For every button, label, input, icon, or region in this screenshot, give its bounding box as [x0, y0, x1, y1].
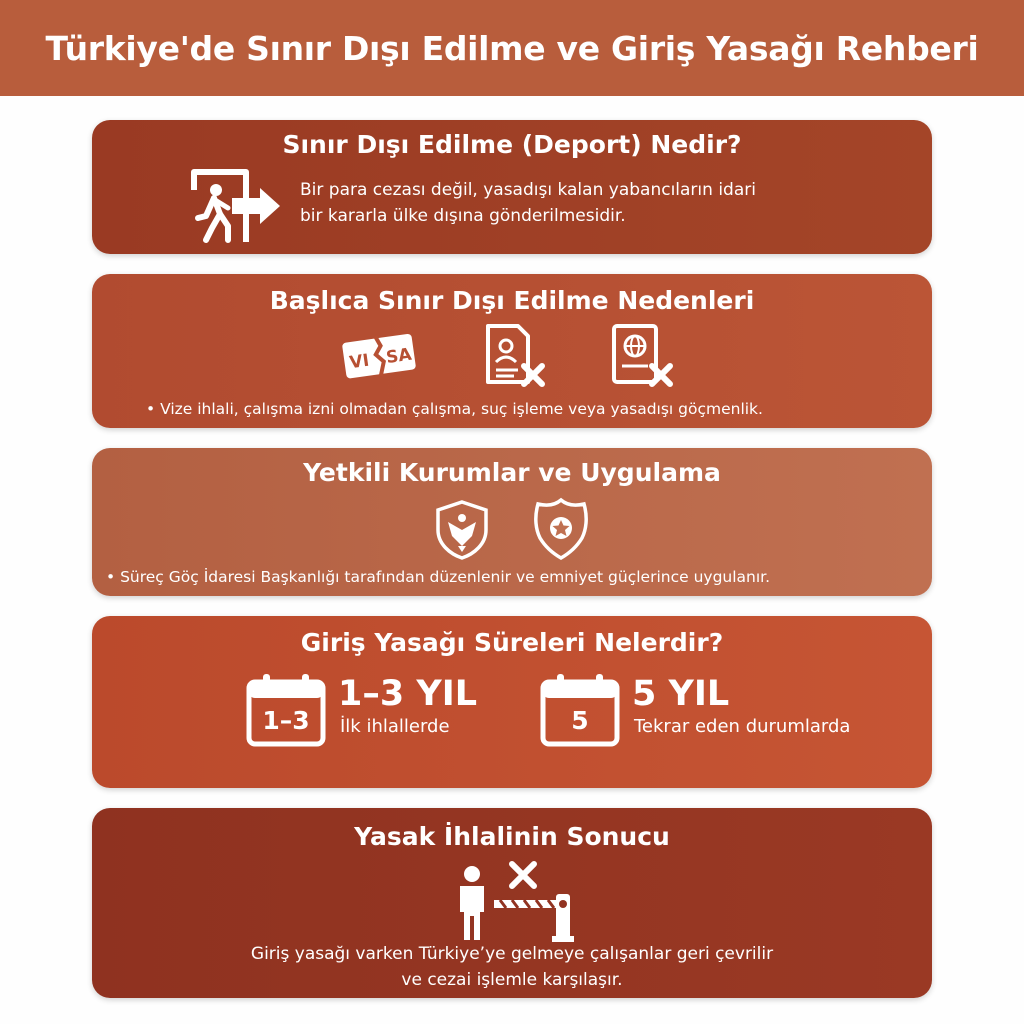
police-badge-icon [532, 498, 590, 560]
ban-duration-desc-2: Tekrar eden durumlarda [634, 716, 851, 737]
page-header [0, 0, 1024, 96]
reasons-heading: Başlıca Sınır Dışı Edilme Nedenleri [269, 286, 755, 315]
visa-text-left: VI [348, 350, 371, 374]
violation-card [92, 808, 932, 998]
calendar-label-1: 1–3 [262, 706, 310, 735]
passport-denied-icon [610, 322, 676, 390]
definition-heading: Sınır Dışı Edilme (Deport) Nedir? [282, 130, 742, 159]
ban-duration-value-2: 5 YIL [632, 674, 730, 714]
ban-duration-desc-1: İlk ihlallerde [340, 716, 450, 737]
violation-heading: Yasak İhlalinin Sonucu [354, 822, 670, 851]
visa-text-right: SA [384, 344, 413, 369]
violation-text-line1: Giriş yasağı varken Türkiye’ye gelmeye çalışanlar geri çevrilir [250, 944, 774, 964]
definition-text-line1: Bir para cezası değil, yasadışı kalan yabancıların idari [300, 180, 756, 200]
torn-visa-icon [338, 330, 422, 382]
work-permit-denied-icon [484, 322, 548, 390]
page-title: Türkiye'de Sınır Dışı Edilme ve Giriş Yasağı Rehberi [45, 28, 979, 68]
authorities-card [92, 448, 932, 596]
violation-text-line2: ve cezai işlemle karşılaşır. [401, 970, 623, 990]
ban-durations-heading: Giriş Yasağı Süreleri Nelerdir? [300, 628, 724, 657]
reasons-bullet: • Vize ihlali, çalışma izni olmadan çalışma, suç işleme veya yasadışı göçmenlik. [146, 400, 763, 418]
eagle-emblem-icon [434, 500, 490, 560]
ban-duration-value-1: 1–3 YIL [338, 674, 478, 714]
authorities-heading: Yetkili Kurumlar ve Uygulama [303, 458, 721, 487]
authorities-bullet: • Süreç Göç İdaresi Başkanlığı tarafından düzenlenir ve emniyet güçlerince uygulanır. [106, 568, 771, 586]
person-barrier-denied-icon [454, 860, 578, 942]
definition-text-line2: bir kararla ülke dışına gönderilmesidir. [300, 206, 626, 226]
exit-door-icon [184, 168, 284, 244]
reasons-card [92, 274, 932, 428]
ban-durations-card [92, 616, 932, 788]
calendar-label-2: 5 [571, 706, 589, 735]
definition-card [92, 120, 932, 254]
